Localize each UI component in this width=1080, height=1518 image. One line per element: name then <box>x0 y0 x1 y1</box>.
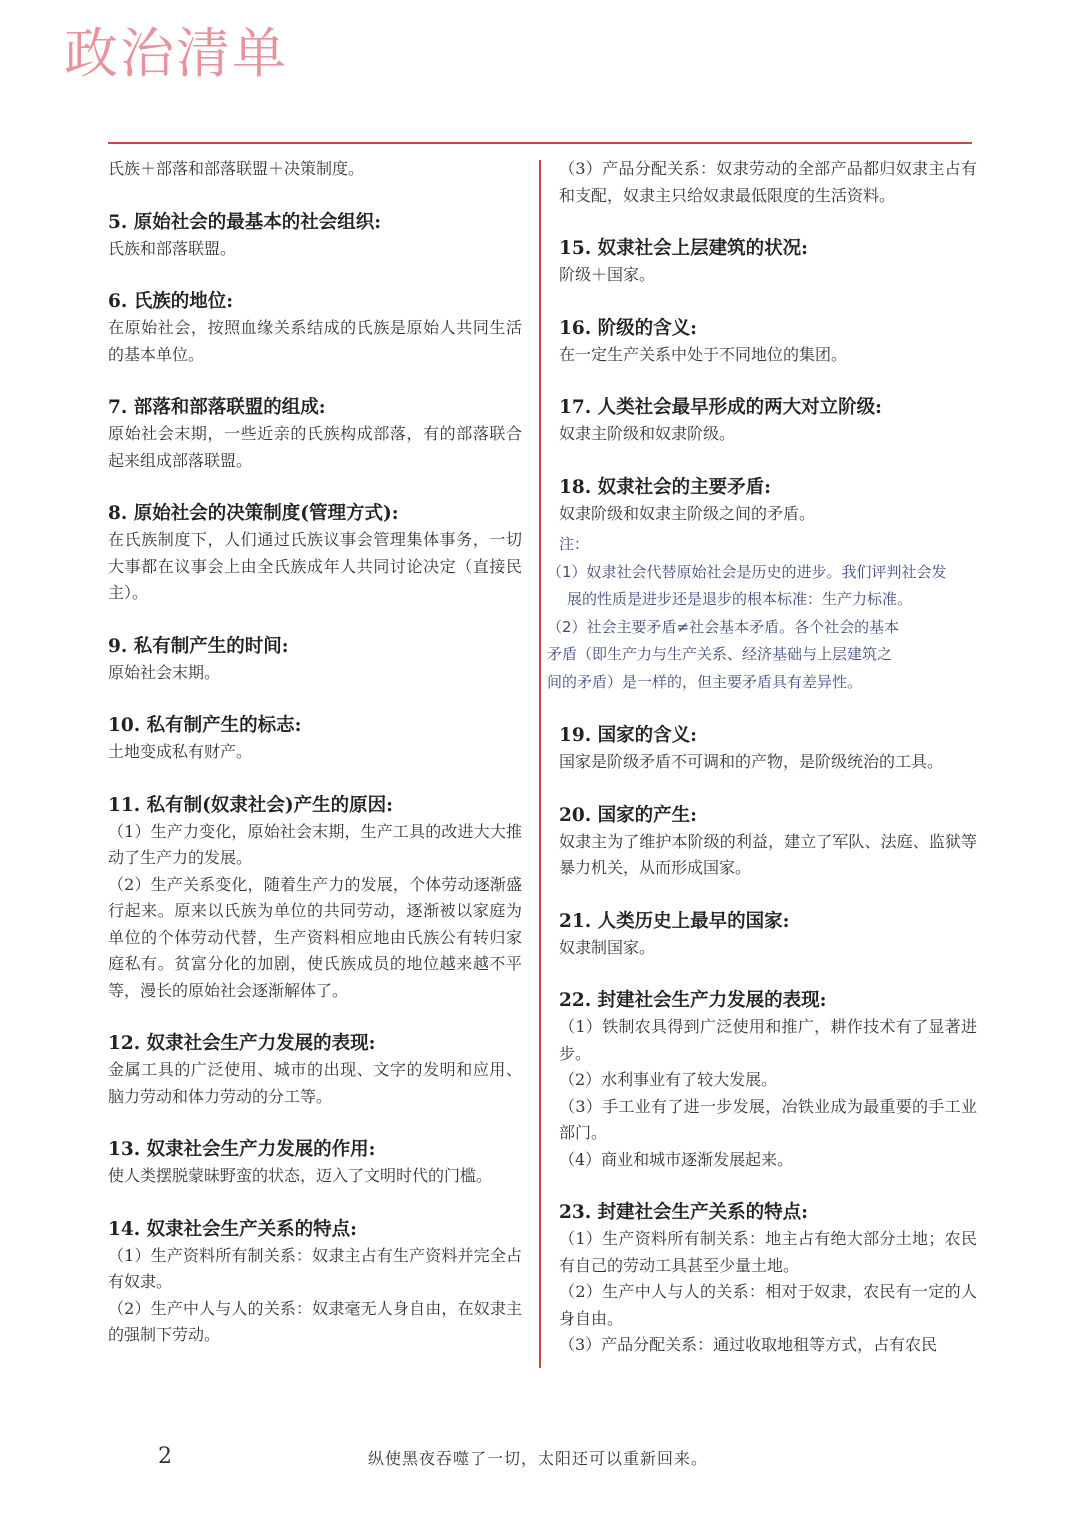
right-item-list-a <box>559 235 977 448</box>
item-text: （2）水利事业有了较大发展。 <box>559 1070 778 1089</box>
item-heading: 8. 原始社会的决策制度(管理方式): <box>108 503 399 524</box>
list-item <box>559 722 977 776</box>
item-heading: 17. 人类社会最早形成的两大对立阶级: <box>559 397 882 418</box>
item-text: （1）生产资料所有制关系：地主占有绝大部分土地；农民有自己的劳动工具甚至少量土地。 <box>559 1229 977 1275</box>
item-heading: 23. 封建社会生产关系的特点: <box>559 1202 808 1223</box>
item-text: 阶级＋国家。 <box>559 265 656 284</box>
list-item <box>108 633 522 687</box>
item-text: 奴隶主为了维护本阶级的利益，建立了军队、法庭、监狱等暴力机关，从而形成国家。 <box>559 831 977 877</box>
item-heading: 19. 国家的含义: <box>559 725 697 746</box>
list-item <box>108 712 522 766</box>
item-text: 在氏族制度下，人们通过氏族议事会管理集体事务，一切大事都在议事会上由全氏族成年人共同讨论决定（直接民主）。 <box>108 530 522 602</box>
list-item <box>559 235 977 289</box>
note-line: 矛盾（即生产力与生产关系、经济基础与上层建筑之 <box>547 645 893 663</box>
list-item <box>108 288 522 368</box>
note-line: （2）社会主要矛盾≠社会基本矛盾。各个社会的基本 <box>547 617 900 636</box>
item-text: 金属工具的广泛使用、城市的出现、文字的发明和应用、脑力劳动和体力劳动的分工等。 <box>108 1060 522 1106</box>
left-item-list <box>108 209 522 1349</box>
list-item <box>108 792 522 1005</box>
item-text: 原始社会末期。 <box>108 662 221 682</box>
page-title: 政治清单 <box>64 22 288 85</box>
item-heading: 9. 私有制产生的时间: <box>108 635 289 657</box>
list-item <box>559 315 977 369</box>
item-heading: 11. 私有制(奴隶社会)产生的原因: <box>108 794 393 816</box>
right-column <box>547 156 977 1385</box>
footer-quote: 纵使黑夜吞噬了一切，太阳还可以重新回来。 <box>368 1449 709 1468</box>
item-heading: 13. 奴隶社会生产力发展的作用: <box>108 1139 376 1160</box>
list-item <box>559 802 977 882</box>
item-text: 奴隶阶级和奴隶主阶级之间的矛盾。 <box>559 503 816 523</box>
list-item <box>559 987 977 1173</box>
column-divider <box>539 160 541 1368</box>
item-heading: 16. 阶级的含义: <box>559 317 697 339</box>
item-heading: 10. 私有制产生的标志: <box>108 715 302 736</box>
note-line: 展的性质是进步还是退步的根本标准：生产力标准。 <box>567 590 913 608</box>
left-intro <box>108 156 522 183</box>
item-heading: 22. 封建社会生产力发展的表现: <box>559 990 827 1011</box>
page-number: 2 <box>158 1444 172 1469</box>
list-item <box>108 1136 522 1190</box>
list-item-18 <box>547 474 977 697</box>
item-heading: 14. 奴隶社会生产关系的特点: <box>108 1218 357 1240</box>
item-text: （4）商业和城市逐渐发展起来。 <box>559 1149 794 1169</box>
list-item <box>108 1216 522 1349</box>
item-text: 在原始社会，按照血缘关系结成的氏族是原始人共同生活的基本单位。 <box>108 318 522 364</box>
item-text: （2）生产关系变化，随着生产力的发展，个体劳动逐渐盛行起来。原来以氏族为单位的共同劳动，逐渐被以家庭为单位的个体劳动代替，生产资料相应地由氏族公有转归家庭私有。贫富分化的加剧，使氏族成员的地位越来越不平等，漫长的原始社会逐渐解体了。 <box>108 874 522 1000</box>
item-text: （1）铁制农具得到广泛使用和推广，耕作技术有了显著进步。 <box>559 1017 977 1063</box>
item-heading: 18. 奴隶社会的主要矛盾: <box>559 476 771 498</box>
item-text: （1）生产资料所有制关系：奴隶主占有生产资料并完全占有奴隶。 <box>108 1245 522 1291</box>
item-heading: 6. 氏族的地位: <box>108 291 234 312</box>
item-text: （1）生产力变化，原始社会末期，生产工具的改进大大推动了生产力的发展。 <box>108 821 522 867</box>
list-item <box>108 209 522 263</box>
list-item <box>559 908 977 962</box>
list-item <box>108 1030 522 1110</box>
item-heading: 21. 人类历史上最早的国家: <box>559 910 790 932</box>
list-item <box>559 1199 977 1359</box>
right-intro <box>559 156 977 209</box>
item-text: 奴隶制国家。 <box>559 937 656 957</box>
item-heading: 15. 奴隶社会上层建筑的状况: <box>559 238 808 259</box>
intro-text: （3）产品分配关系：奴隶劳动的全部产品都归奴隶主占有和支配，奴隶主只给奴隶最低限度的生活资料。 <box>559 159 977 205</box>
note-label: 注： <box>559 535 590 553</box>
note-line: （1）奴隶社会代替原始社会是历史的进步。我们评判社会发 <box>547 562 947 581</box>
header-divider <box>108 142 972 144</box>
item-text: 奴隶主阶级和奴隶阶级。 <box>559 424 736 443</box>
intro-text: 氏族＋部落和部落联盟＋决策制度。 <box>108 159 365 178</box>
item-text: （3）产品分配关系：通过收取地租等方式，占有农民 <box>559 1335 938 1354</box>
item-text: 在一定生产关系中处于不同地位的集团。 <box>559 344 848 364</box>
item-heading: 12. 奴隶社会生产力发展的表现: <box>108 1033 376 1054</box>
item-text: 氏族和部落联盟。 <box>108 238 237 258</box>
item-heading: 5. 原始社会的最基本的社会组织: <box>108 211 382 233</box>
note-line: 间的矛盾）是一样的，但主要矛盾具有差异性。 <box>547 672 863 691</box>
item-heading: 20. 国家的产生: <box>559 804 697 826</box>
item-text: （3）手工业有了进一步发展，冶铁业成为最重要的手工业部门。 <box>559 1096 977 1142</box>
list-item <box>108 500 522 607</box>
item-text: （2）生产中人与人的关系：奴隶毫无人身自由，在奴隶主的强制下劳动。 <box>108 1298 522 1344</box>
item-text: 国家是阶级矛盾不可调和的产物，是阶级统治的工具。 <box>559 752 944 771</box>
item-text: 原始社会末期，一些近亲的氏族构成部落，有的部落联合起来组成部落联盟。 <box>108 424 522 470</box>
item-text: （2）生产中人与人的关系：相对于奴隶，农民有一定的人身自由。 <box>559 1282 977 1328</box>
handwritten-note <box>547 531 1017 696</box>
list-item <box>108 394 522 474</box>
left-column <box>108 156 522 1375</box>
list-item <box>559 394 977 448</box>
item-heading: 7. 部落和部落联盟的组成: <box>108 397 326 418</box>
item-text: 使人类摆脱蒙昧野蛮的状态，迈入了文明时代的门槛。 <box>108 1166 493 1185</box>
item-text: 土地变成私有财产。 <box>108 742 253 761</box>
right-item-list-b <box>559 722 977 1359</box>
